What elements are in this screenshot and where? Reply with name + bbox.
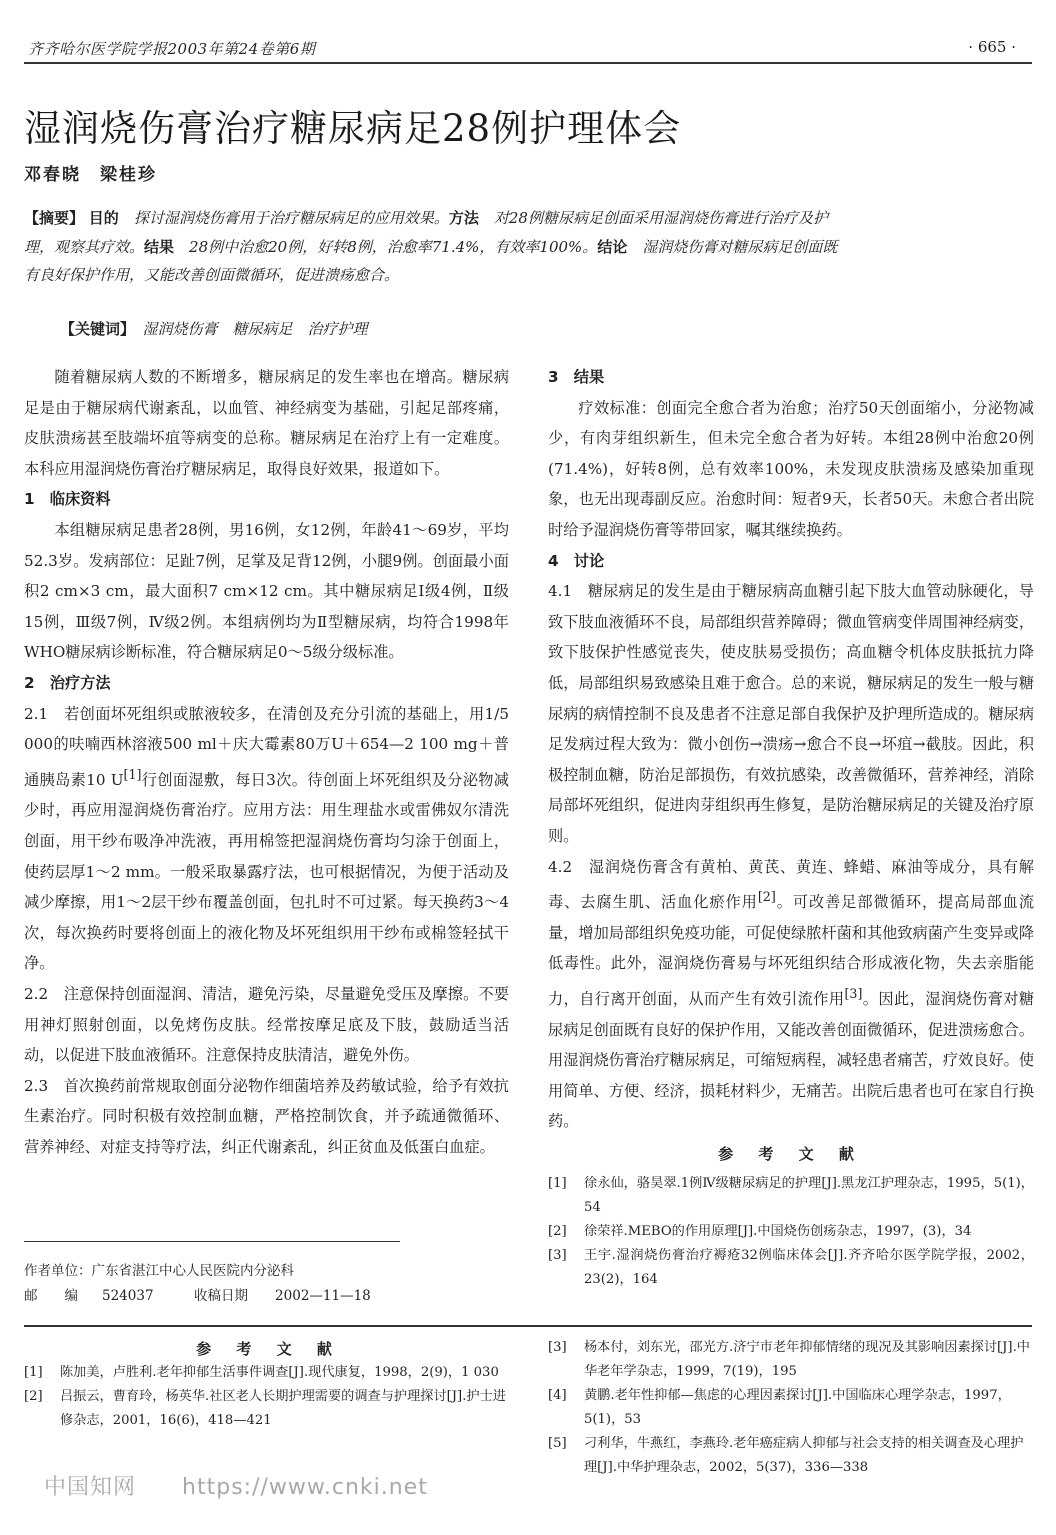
prior-refs-right	[548, 1336, 1036, 1480]
keywords-text: 湿润烧伤膏 糖尿病足 治疗护理	[142, 320, 368, 338]
cnki-brand: 中国知网	[44, 1475, 137, 1500]
reference-item	[548, 1244, 1034, 1292]
references-heading: 参 考 文 献	[718, 1144, 864, 1163]
article-authors: 邓春晓 梁桂珍	[24, 165, 157, 185]
section-1-heading: 1 临床资料	[24, 490, 111, 509]
abstract-methods-label: 方法	[448, 209, 479, 227]
reference-item	[548, 1336, 1036, 1384]
section-4-heading: 4 讨论	[548, 551, 605, 570]
section-2-1-text: 2.1 若创面坏死组织或脓液较多，在清创及充分引流的基础上，用1/5 000的呋喃西林溶液500 ml＋庆大霉素80万U＋654—2 100 mg＋普通胰岛素10 U	[24, 704, 509, 789]
section-4-2-text: 4.2 湿润烧伤膏含有黄柏、黄芪、黄连、蜂蜡、麻油等成分，具有解毒、去腐生肌、活血化瘀作用	[548, 857, 1034, 912]
affiliation-label: 作者单位：	[24, 1263, 92, 1279]
abstract-methods: 对28例糖尿病足创面采用湿润烧伤膏进行治疗及护理，观察其疗效。	[24, 209, 828, 256]
section-3-text: 疗效标准：创面完全愈合者为治愈；治疗50天创面缩小，分泌物减少，有肉芽组织新生，但未完全愈合者为好转。本组28例中治愈20例(71.4%)，好转8例，总有效率100%，未发现皮肤溃疡及感染加重现象，也无出现毒副反应。治愈时间：短者9天，长者50天。未愈合者出院时给予湿润烧伤膏等带回家，嘱其继续换药。	[548, 398, 1034, 539]
reference-number: [2]	[24, 1389, 43, 1404]
abstract-results: 28例中治愈20例，好转8例，治愈率71.4%，有效率100%。	[189, 237, 598, 256]
section-2-2: 2.2 注意保持创面湿润、清洁，避免污染，尽量避免受压及摩擦。不要用神灯照射创面，以免烤伤皮肤。经常按摩足底及下肢，鼓励适当活动，以促进下肢血液循环。注意保持皮肤清洁，避免外伤。	[24, 984, 509, 1065]
citation-3[interactable]: [3]	[844, 985, 863, 1001]
citation-1[interactable]: [1]	[123, 766, 142, 782]
keywords-label: 【关键词】	[60, 320, 128, 338]
section-4-2	[548, 852, 1034, 1137]
affiliation-value: 广东省湛江中心人民医院内分泌科	[91, 1263, 294, 1279]
cnki-url: https://www.cnki.net	[182, 1475, 428, 1500]
section-2-3: 2.3 首次换药前常规取创面分泌物作细菌培养及药敏试验，给予有效抗生素治疗。同时积极有效控制血糖，严格控制饮食，并予疏通微循环、营养神经、对症支持等疗法，纠正代谢紊乱，纠正贫血及低蛋白血症。	[24, 1076, 509, 1156]
reference-item	[24, 1385, 514, 1433]
abstract-results-label: 结果	[144, 237, 175, 256]
reference-number: [4]	[548, 1388, 567, 1403]
reference-item	[24, 1361, 514, 1385]
intro-paragraph: 随着糖尿病人数的不断增多，糖尿病足的发生率也在增高。糖尿病足是由于糖尿病代谢紊乱，以血管、神经病变为基础，引起足部疼痛，皮肤溃疡甚至肢端坏疽等病变的总称。糖尿病足在治疗上有一定难度。本科应用湿润烧伤膏治疗糖尿病足，取得良好效果，报道如下。	[24, 368, 509, 478]
abstract-objective: 探讨湿润烧伤膏用于治疗糖尿病足的应用效果。	[133, 209, 449, 227]
reference-number: [2]	[548, 1223, 567, 1239]
footnote-rule	[24, 1241, 400, 1242]
reference-text: 徐永仙，骆昊翠.1例Ⅳ级糖尿病足的护理[J].黑龙江护理杂志，1995，5(1)，54	[584, 1175, 1034, 1215]
reference-text: 吕振云，曹育玲，杨英华.社区老人长期护理需要的调查与护理探讨[J].护士进修杂志，2001，16(6)，418—421	[60, 1389, 506, 1428]
reference-text: 刁利华，牛燕红，李燕玲.老年癌症病人抑郁与社会支持的相关调查及心理护理[J].中华护理杂志，2002，5(37)，336—338	[584, 1436, 1024, 1475]
abstract-objective-label: 目的	[88, 209, 119, 227]
reference-item	[548, 1172, 1034, 1220]
left-column	[24, 362, 509, 1163]
section-2-heading: 2 治疗方法	[24, 673, 111, 692]
section-3-heading: 3 结果	[548, 368, 605, 386]
reference-number: [3]	[548, 1340, 567, 1355]
section-2-1	[24, 699, 509, 979]
affiliation	[24, 1259, 371, 1284]
keywords	[60, 318, 368, 339]
abstract-label: 【摘要】	[24, 209, 85, 227]
received-value: 2002—11—18	[275, 1288, 371, 1304]
reference-text: 黄鹏.老年性抑郁—焦虑的心理因素探讨[J].中国临床心理学杂志，1997，5(1)，53	[584, 1388, 1011, 1427]
received-label: 收稿日期	[194, 1288, 249, 1304]
journal-header: 齐齐哈尔医学院学报2003年第24卷第6期	[28, 40, 316, 58]
prior-refs-heading: 参 考 文 献	[196, 1340, 342, 1358]
section-1-text: 本组糖尿病足患者28例，男16例，女12例，年龄41～69岁，平均52.3岁。发病部位：足趾7例，足掌及足背12例，小腿9例。创面最小面积2 cm×3 cm，最大面积7 cm×12 cm。其中糖尿病足Ⅰ级4例，Ⅱ级15例，Ⅲ级7例，Ⅳ级2例。本组病例均为Ⅱ型糖尿病，均符合1998年WHO糖尿病诊断标准，符合糖尿病足0～5级分级标准。	[24, 520, 509, 662]
abstract-conclusion-label: 结论	[597, 237, 628, 256]
section-4-1: 4.1 糖尿病足的发生是由于糖尿病高血糖引起下肢大血管动脉硬化，导致下肢血液循环不良，局部组织营养障碍；微血管病变伴周围神经病变，致下肢保护性感觉丧失，使皮肤易受损伤；高血糖令机体皮肤抵抗力降低，局部组织易致感染且难于愈合。总的来说，糖尿病足的发生一般与糖尿病的病情控制不良及患者不注意足部自我保护及护理所造成的。糖尿病足发病过程大致为：微小创伤→溃疡→愈合不良→坏疽→截肢。因此，积极控制血糖，防治足部损伤，有效抗感染，改善微循环，营养神经，消除局部坏死组织，促进肉芽组织再生修复，是防治糖尿病足的关键及治疗原则。	[548, 582, 1034, 845]
prior-refs-left	[24, 1336, 514, 1433]
citation-2[interactable]: [2]	[757, 889, 776, 905]
reference-text: 王宇.湿润烧伤膏治疗褥疮32例临床体会[J].齐齐哈尔医学院学报，2002，23(2)，164	[584, 1247, 1034, 1287]
abstract	[24, 204, 850, 290]
reference-text: 陈加美，卢胜利.老年抑郁生活事件调查[J].现代康复，1998，2(9)，1 030	[60, 1365, 499, 1380]
article-divider	[24, 1325, 1032, 1327]
reference-item	[548, 1220, 1034, 1244]
reference-number: [1]	[548, 1175, 567, 1191]
page-number: · 665 ·	[968, 38, 1016, 56]
reference-number: [1]	[24, 1365, 43, 1380]
zip-received	[24, 1284, 371, 1309]
reference-number: [3]	[548, 1247, 567, 1263]
header-rule	[24, 62, 1032, 64]
section-4-2-cont: 。可改善足部微循环，提高局部血流量，增加局部组织免疫功能，可促使绿脓杆菌和其他致病菌产生变异或降低毒性。此外，湿润烧伤膏易与坏死组织结合形成液化物，失去亲脂能力，自行离开创面，从而产生有效引流作用	[548, 893, 1035, 1008]
section-4-2-end: 。因此，湿润烧伤膏对糖尿病足创面既有良好的保护作用，又能改善创面微循环，促进溃疡愈合。用湿润烧伤膏治疗糖尿病足，可缩短病程，减轻患者痛苦，疗效良好。使用简单、方便、经济，损耗材料少，无痛苦。出院后患者也可在家自行换药。	[548, 990, 1035, 1131]
reference-item	[548, 1384, 1036, 1432]
cnki-watermark	[44, 1470, 428, 1501]
article-title: 湿润烧伤膏治疗糖尿病足28例护理体会	[24, 107, 682, 150]
section-2-1-cont: 行创面湿敷，每日3次。待创面上坏死组织及分泌物减少时，再应用湿润烧伤膏治疗。应用方法：用生理盐水或雷佛奴尔清洗创面，用干纱布吸净冲洗液，再用棉签把湿润烧伤膏均匀涂于创面上，使药层厚1～2 mm。一般采取暴露疗法，也可根据情况，为便于活动及减少摩擦，用1～2层干纱布覆盖创面，包扎时不可过紧。每天换药3～4次，每次换药时要将创面上的液化物及坏死组织用干纱布或棉签轻拭干净。	[24, 770, 509, 973]
zip-label: 邮 编	[24, 1288, 78, 1304]
author-footnote	[24, 1259, 371, 1309]
zip-value: 524037	[102, 1288, 154, 1304]
reference-item	[548, 1432, 1036, 1480]
right-column	[548, 362, 1034, 1292]
abstract-conclusion: 湿润烧伤膏对糖尿病足创面既有良好保护作用，又能改善创面微循环，促进溃疡愈合。	[24, 237, 838, 285]
reference-text: 杨本付，刘东光，邵光方.济宁市老年抑郁情绪的现况及其影响因素探讨[J].中华老年学杂志，1999，7(19)，195	[584, 1340, 1030, 1379]
reference-number: [5]	[548, 1436, 567, 1451]
reference-text: 徐荣祥.MEBO的作用原理[J].中国烧伤创疡杂志，1997，(3)，34	[584, 1223, 972, 1239]
